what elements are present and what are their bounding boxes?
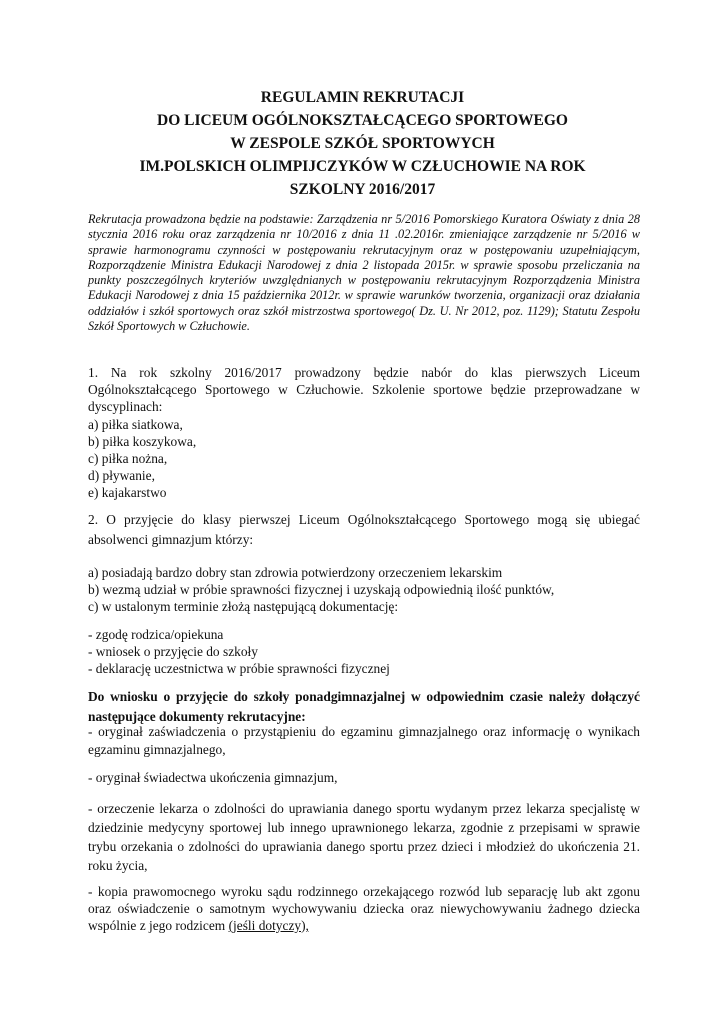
list-item: a) posiadają bardzo dobry stan zdrowia potwierdzony orzeczeniem lekarskim <box>88 565 503 580</box>
attachment-item-text: - kopia prawomocnego wyroku sądu rodzinnego orzekającego rozwód lub separację lub akt zgonu oraz oświadczenie o samotnym wychowywaniu dziecka oraz niewychowywaniu żadnego dziecka wspólnie z jego rodzicem <box>88 884 640 933</box>
title-line: W ZESPOLE SZKÓŁ SPORTOWYCH <box>230 135 495 152</box>
applicability-note: (jeśli dotyczy), <box>228 918 309 933</box>
attachments-heading: Do wniosku o przyjęcie do szkoły ponadgimnazjalnej w odpowiednim czasie należy dołączyć następujące dokumenty rekrutacyjne: <box>88 689 640 724</box>
condition-list <box>88 564 640 615</box>
attachment-item <box>88 883 640 934</box>
title-line: SZKOLNY 2016/2017 <box>289 181 436 198</box>
list-item: a) piłka siatkowa, <box>88 417 183 432</box>
attachment-item: - oryginał świadectwa ukończenia gimnazjum, <box>88 770 338 785</box>
list-item: c) piłka nożna, <box>88 451 168 466</box>
document-title <box>60 86 665 201</box>
section-1-paragraph: 1. Na rok szkolny 2016/2017 prowadzony będzie nabór do klas pierwszych Liceum Ogólnokształcącego Sportowego w Człuchowie. Szkolenie sportowe będzie przeprowadzane w dyscyplinach: <box>88 365 640 414</box>
list-item: - deklarację uczestnictwa w próbie sprawności fizycznej <box>88 661 390 676</box>
title-line: DO LICEUM OGÓLNOKSZTAŁCĄCEGO SPORTOWEGO <box>157 112 568 129</box>
list-item: - zgodę rodzica/opiekuna <box>88 627 224 642</box>
section-2-paragraph: 2. O przyjęcie do klasy pierwszej Liceum Ogólnokształcącego Sportowego mogą się ubiegać absolwenci gimnazjum którzy: <box>88 512 640 547</box>
list-item: d) pływanie, <box>88 468 155 483</box>
discipline-list <box>88 416 640 501</box>
documentation-list <box>88 626 640 677</box>
legal-basis-paragraph: Rekrutacja prowadzona będzie na podstawie: Zarządzenia nr 5/2016 Pomorskiego Kuratora Oświaty z dnia 28 stycznia 2016 roku oraz zarządzenia nr 10/2016 z dnia 11 .02.2016r. zmieniające zarządzenie nr 5/2016 w sprawie harmonogramu czynności w postępowaniu rekrutacyjnym oraz w postępowaniu uzupełniającym, Rozporządzenie Ministra Edukacji Narodowej z dnia 2 listopada 2015r. w sprawie sposobu przeliczania na punkty poszczególnych kryteriów uwzględnianych w postępowaniu rekrutacyjnym Rozporządzenia Ministra Edukacji Narodowej z dnia 15 października 2012r. w sprawie warunków tworzenia, organizacji oraz działania oddziałów i szkół sportowych oraz szkół mistrzostwa sportowego( Dz. U. Nr 2012, poz. 1129); Statutu Zespołu Szkół Sportowych w Człuchowie. <box>88 212 640 334</box>
title-line: IM.POLSKICH OLIMPIJCZYKÓW W CZŁUCHOWIE NA ROK <box>139 158 586 175</box>
attachment-item: - oryginał zaświadczenia o przystąpieniu do egzaminu gimnazjalnego oraz informację o wynikach egzaminu gimnazjalnego, <box>88 724 640 757</box>
title-line: REGULAMIN REKRUTACJI <box>260 89 465 106</box>
list-item: c) w ustalonym terminie złożą następującą dokumentację: <box>88 599 399 614</box>
list-item: b) wezmą udział w próbie sprawności fizycznej i uzyskają odpowiednią ilość punktów, <box>88 582 555 597</box>
attachment-item: - orzeczenie lekarza o zdolności do uprawiania danego sportu wydanym przez lekarza specjalistę w dziedzinie medycyny sportowej lub innego uprawnionego lekarza, zgodnie z przepisami w sprawie trybu orzekania o zdolności do uprawiania danego sportu przez dzieci i młodzież do ukończenia 21. roku życia, <box>88 801 640 873</box>
list-item: e) kajakarstwo <box>88 485 167 500</box>
list-item: - wniosek o przyjęcie do szkoły <box>88 644 258 659</box>
list-item: b) piłka koszykowa, <box>88 434 197 449</box>
